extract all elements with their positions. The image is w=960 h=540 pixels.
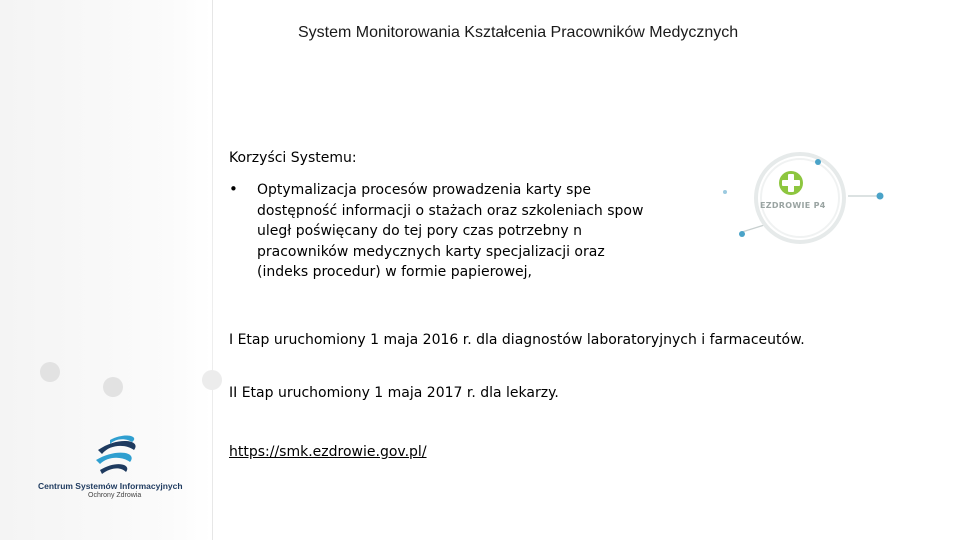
ezdrowie-logo-label: EZDROWIE P4 — [760, 201, 826, 210]
csioz-name: Centrum Systemów Informacyjnych — [38, 481, 183, 491]
decor-dot — [202, 370, 222, 390]
benefit-item-text: Optymalizacja procesów prowadzenia karty spe dostępność informacji o stażach oraz szkoleniach spow uległ poświęcany do tej pory czas potrzebny n pracowników medycznych karty specjalizacji oraz (indeks procedur) w formie papierowej, — [257, 182, 644, 280]
section-heading: Korzyści Systemu: — [229, 150, 357, 166]
ezdrowie-logo — [700, 150, 890, 250]
stage-1-text: I Etap uruchomiony 1 maja 2016 r. dla diagnostów laboratoryjnych i farmaceutów. — [229, 332, 805, 348]
bullet-marker: • — [229, 180, 238, 198]
csioz-subtitle: Ochrony Zdrowia — [88, 492, 142, 499]
smk-link[interactable]: https://smk.ezdrowie.gov.pl/ — [229, 444, 427, 460]
panel-divider — [212, 0, 213, 540]
decor-dot — [40, 362, 60, 382]
page-title: System Monitorowania Kształcenia Pracowników Medycznych — [298, 24, 739, 41]
plus-icon — [779, 171, 803, 195]
decor-dot — [103, 377, 123, 397]
stage-2-text: II Etap uruchomiony 1 maja 2017 r. dla lekarzy. — [229, 385, 559, 401]
